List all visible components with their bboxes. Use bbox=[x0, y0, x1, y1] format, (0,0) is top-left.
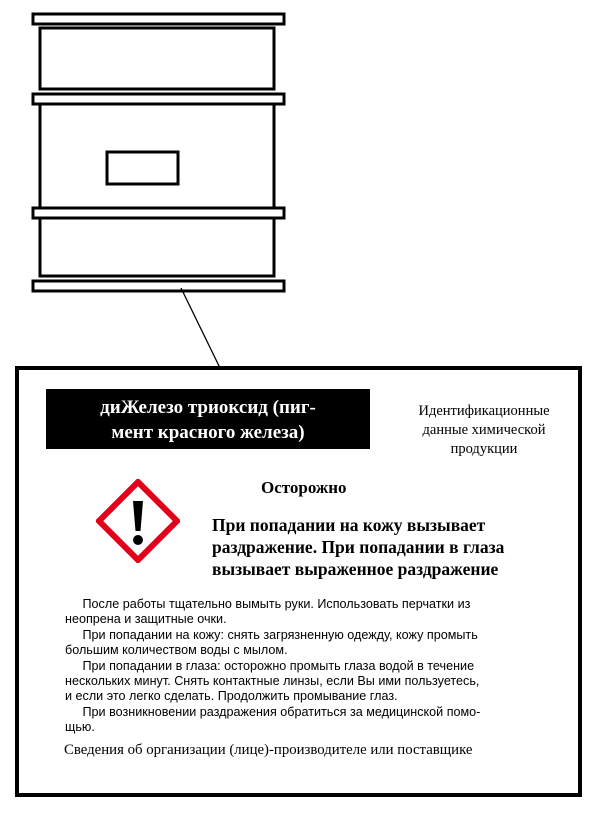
hazard-statement bbox=[212, 514, 504, 580]
supplier-info: Сведения об организации (лице)-производителе или поставщике bbox=[64, 742, 473, 758]
precaution-line: щью. bbox=[65, 720, 95, 735]
identification-line: Идентификационные bbox=[418, 403, 550, 419]
barrel-lower-band bbox=[40, 218, 274, 276]
product-name-line: мент красного железа) bbox=[111, 422, 305, 443]
identification-text bbox=[394, 402, 574, 459]
hazard-line: При попадании на кожу вызывает bbox=[212, 515, 486, 535]
product-name-block bbox=[46, 389, 370, 449]
product-name-line: диЖелезо триоксид (пиг- bbox=[100, 397, 316, 418]
precaution-line: неопрена и защитные очки. bbox=[65, 612, 227, 627]
precaution-line: При попадании на кожу: снять загрязненную одежду, кожу промыть bbox=[65, 627, 478, 642]
precaution-line: После работы тщательно вымыть руки. Использовать перчатки из bbox=[65, 597, 471, 611]
precaution-line: и если это легко сделать. Продолжить промывание глаз. bbox=[65, 689, 398, 704]
signal-word: Осторожно bbox=[261, 478, 347, 497]
barrel-top-rim bbox=[33, 14, 284, 24]
barrel-bottom-rim bbox=[33, 281, 284, 291]
precaution-line: При возникновении раздражения обратиться за медицинской помо- bbox=[65, 704, 481, 719]
precaution-line: При попадании в глаза: осторожно промыть глаза водой в течение bbox=[65, 658, 475, 673]
identification-line: продукции bbox=[450, 441, 518, 457]
exclamation-mark-icon bbox=[96, 479, 180, 563]
precaution-line: большим количеством воды с мылом. bbox=[65, 643, 288, 658]
barrel-drawing bbox=[0, 0, 605, 370]
identification-line: данные химической bbox=[422, 422, 546, 438]
hazard-label bbox=[15, 366, 582, 797]
hazard-line: раздражение. При попадании в глаза bbox=[212, 537, 505, 557]
hazard-line: вызывает выраженное раздражение bbox=[212, 559, 499, 579]
precautionary-statements bbox=[65, 597, 565, 736]
barrel-upper-band bbox=[40, 28, 274, 89]
barrel-label-slot bbox=[107, 152, 178, 184]
precaution-line: нескольких минут. Снять контактные линзы, если Вы ими пользуетесь, bbox=[65, 674, 480, 689]
leader-line bbox=[181, 288, 220, 368]
